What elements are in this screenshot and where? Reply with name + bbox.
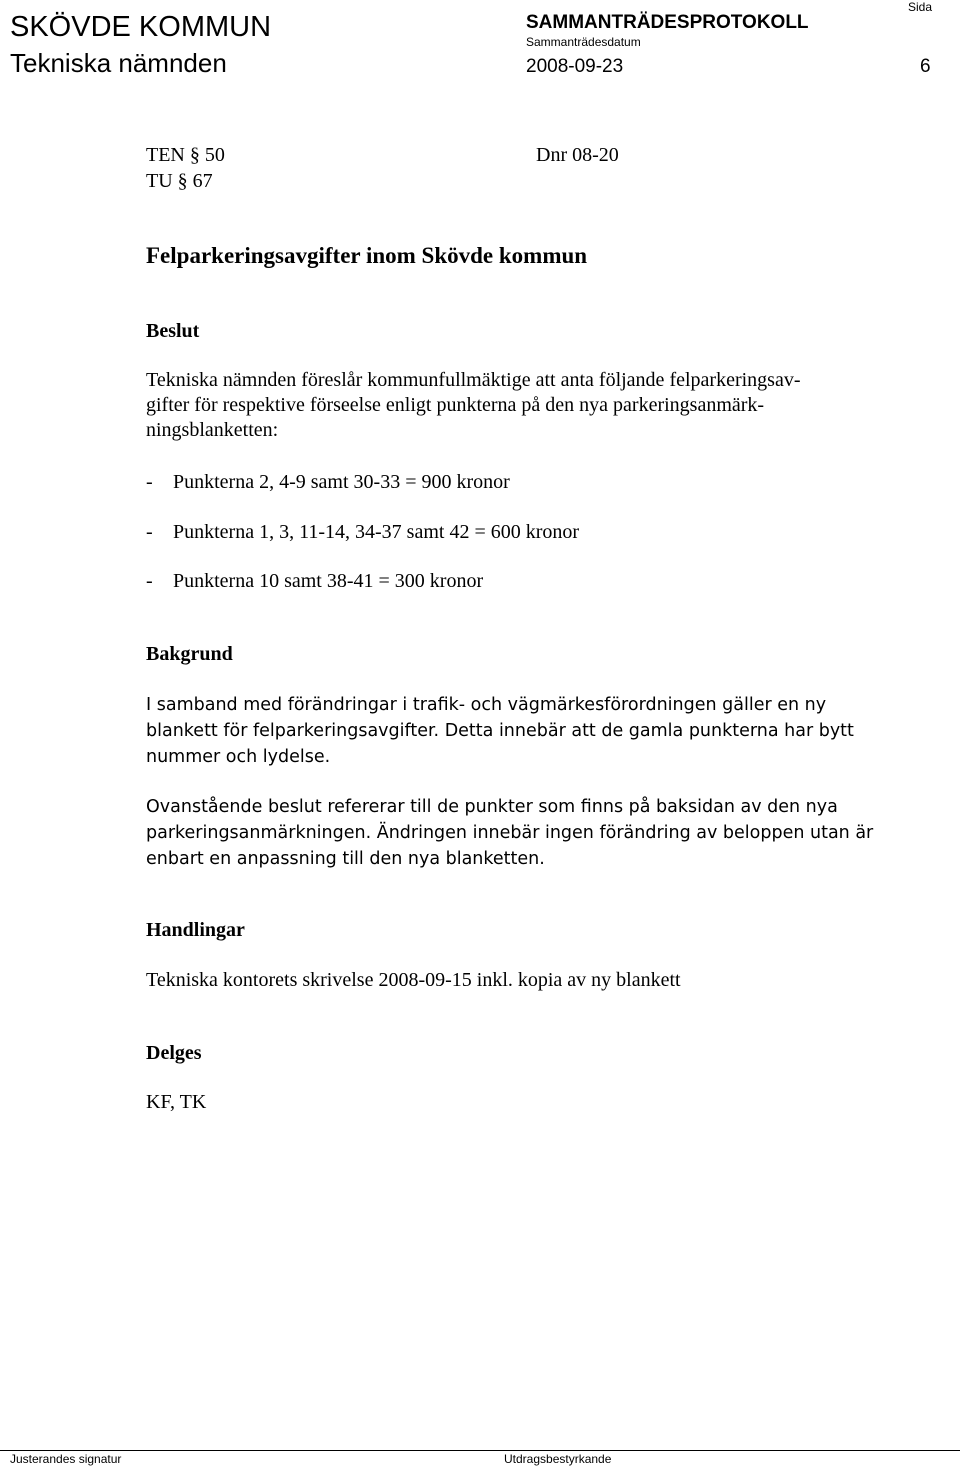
section-reference-tu: TU § 67 [146, 170, 213, 192]
list-dash: - [146, 471, 153, 493]
bakgrund-line: nummer och lydelse. [146, 747, 331, 767]
list-dash: - [146, 521, 153, 543]
list-item [146, 569, 483, 594]
beslut-heading: Beslut [146, 320, 200, 342]
beslut-line: Tekniska nämnden föreslår kommunfullmäktige att anta följande felparkeringsav- [146, 369, 801, 391]
footer-certification-label: Utdragsbestyrkande [504, 1452, 612, 1466]
delges-text: KF, TK [146, 1091, 207, 1113]
bakgrund-paragraph-1 [146, 692, 854, 770]
diary-number: Dnr 08-20 [536, 144, 619, 166]
list-item [146, 520, 579, 545]
page-label: Sida [908, 0, 933, 14]
list-item-text: Punkterna 10 samt 38-41 = 300 kronor [173, 570, 484, 592]
organization-name: SKÖVDE KOMMUN [10, 11, 272, 43]
committee-name: Tekniska nämnden [10, 48, 227, 78]
section-reference-ten: TEN § 50 [146, 144, 225, 166]
meeting-date: 2008-09-23 [526, 56, 624, 77]
bakgrund-line: enbart en anpassning till den nya blanketten. [146, 849, 545, 869]
bakgrund-line: blankett för felparkeringsavgifter. Detta innebär att de gamla punkterna har bytt [146, 721, 854, 741]
protocol-title: SAMMANTRÄDESPROTOKOLL [526, 12, 809, 33]
bakgrund-line: Ovanstående beslut refererar till de punkter som finns på baksidan av den nya [146, 797, 838, 817]
bakgrund-line: parkeringsanmärkningen. Ändringen innebär ingen förändring av beloppen utan är [146, 823, 874, 843]
bakgrund-line: I samband med förändringar i trafik- och vägmärkesförordningen gäller en ny [146, 695, 827, 715]
beslut-line: gifter för respektive förseelse enligt punkterna på den nya parkeringsanmärk- [146, 394, 765, 416]
footer-divider [0, 1450, 960, 1451]
list-item-text: Punkterna 1, 3, 11-14, 34-37 samt 42 = 600 kronor [173, 521, 580, 543]
meeting-date-label: Sammanträdesdatum [526, 35, 641, 49]
page-number: 6 [920, 56, 931, 77]
list-item-text: Punkterna 2, 4-9 samt 30-33 = 900 kronor [173, 471, 510, 493]
handlingar-heading: Handlingar [146, 919, 245, 941]
beslut-paragraph [146, 368, 866, 443]
handlingar-text: Tekniska kontorets skrivelse 2008-09-15 inkl. kopia av ny blankett [146, 969, 681, 991]
bakgrund-heading: Bakgrund [146, 643, 233, 665]
document-title: Felparkeringsavgifter inom Skövde kommun [146, 243, 588, 268]
beslut-line: ningsblanketten: [146, 419, 279, 441]
list-item [146, 470, 510, 495]
list-dash: - [146, 570, 153, 592]
bakgrund-paragraph-2 [146, 794, 873, 872]
footer-signature-label: Justerandes signatur [10, 1452, 122, 1466]
delges-heading: Delges [146, 1042, 202, 1064]
